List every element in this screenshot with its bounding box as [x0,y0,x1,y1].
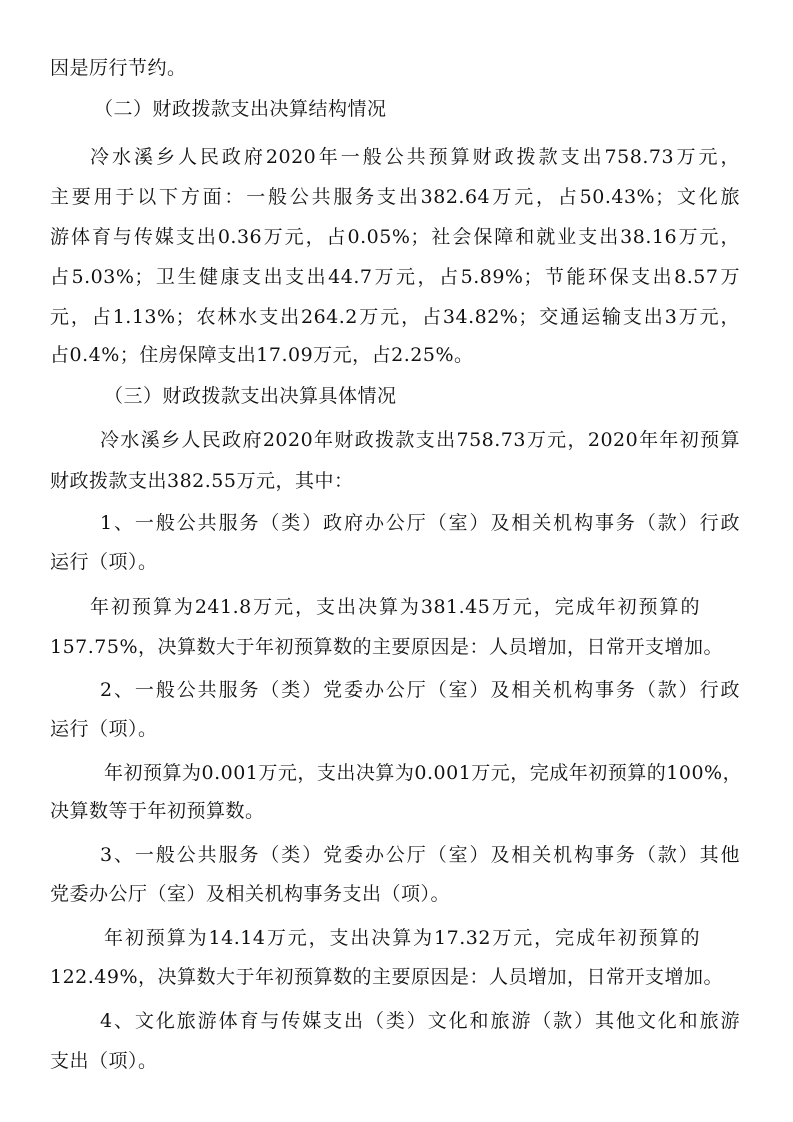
section-heading-3: （三）财政拨款支出决算具体情况 [104,385,397,407]
paragraph-line: 财政拨款支出382.55万元，其中： [50,470,354,492]
paragraph-line: 122.49%，决算数大于年初预算数的主要原因是：人员增加，日常开支增加。 [50,966,724,988]
section-heading-2: （二）财政拨款支出决算结构情况 [94,98,387,120]
item-heading-2-cont: 运行（项）。 [50,718,158,740]
paragraph-line: 冷水溪乡人民政府2020年财政拨款支出758.73万元，2020年年初预算 [100,429,740,451]
item-heading-3: 3、一般公共服务（类）党委办公厅（室）及相关机构事务（款）其他 [100,844,740,866]
paragraph-line: 游体育与传媒支出0.36万元，占0.05%；社会保障和就业支出38.16万元， [50,226,740,248]
paragraph-line: 因是厉行节约。 [50,57,187,79]
paragraph-line: 占5.03%；卫生健康支出支出44.7万元，占5.89%；节能环保支出8.57万 [50,266,740,288]
item-heading-1-cont: 运行（项）。 [50,551,158,573]
item-heading-4: 4、文化旅游体育与传媒支出（类）文化和旅游（款）其他文化和旅游 [100,1010,740,1032]
paragraph-line: 年初预算为0.001万元，支出决算为0.001万元，完成年初预算的100%， [104,762,743,784]
paragraph-line: 年初预算为241.8万元，支出决算为381.45万元，完成年初预算的 [90,596,700,618]
item-heading-2: 2、一般公共服务（类）党委办公厅（室）及相关机构事务（款）行政 [100,679,740,701]
item-heading-4-cont: 支出（项）。 [50,1050,158,1072]
item-heading-3-cont: 党委办公厅（室）及相关机构事务支出（项）。 [50,883,451,905]
paragraph-line: 冷水溪乡人民政府2020年一般公共预算财政拨款支出758.73万元， [90,146,740,168]
paragraph-line: 决算数等于年初预算数。 [50,800,265,822]
paragraph-line: 主要用于以下方面：一般公共服务支出382.64万元，占50.43%；文化旅 [50,186,740,208]
paragraph-line: 年初预算为14.14万元，支出决算为17.32万元，完成年初预算的 [104,927,700,949]
paragraph-line: 元，占1.13%；农林水支出264.2万元，占34.82%；交通运输支出3万元， [50,306,740,328]
paragraph-line: 157.75%，决算数大于年初预算数的主要原因是：人员增加，日常开支增加。 [50,636,724,658]
paragraph-line: 占0.4%；住房保障支出17.09万元，占2.25%。 [50,344,474,366]
item-heading-1: 1、一般公共服务（类）政府办公厅（室）及相关机构事务（款）行政 [100,512,740,534]
